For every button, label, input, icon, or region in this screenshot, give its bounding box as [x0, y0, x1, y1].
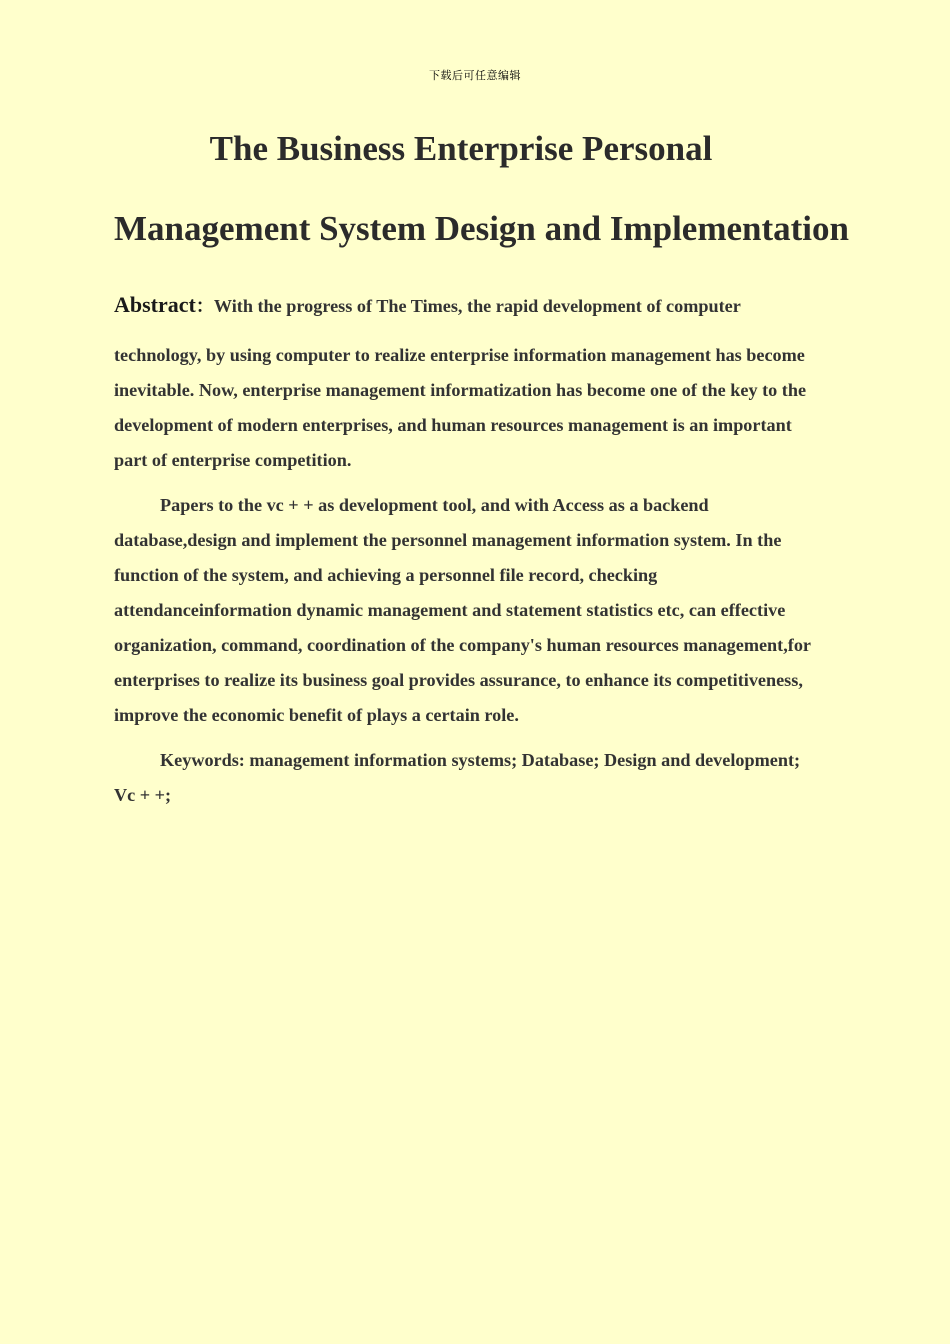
header-note: 下载后可任意编辑: [429, 69, 521, 82]
abstract-line: inevitable. Now, enterprise management informatization has become one of the key to the: [114, 380, 807, 400]
abstract-line: With the progress of The Times, the rapid development of computer: [213, 296, 741, 316]
abstract-label: Abstract: [114, 292, 196, 317]
paragraph-line: database,design and implement the personnel management information system. In the: [114, 530, 782, 550]
abstract-paragraph: [114, 338, 854, 478]
keywords-line: Keywords: management information systems; Database; Design and development;: [160, 750, 801, 770]
keywords-line: Vc + +;: [114, 785, 172, 805]
abstract-first-line: [114, 292, 741, 318]
paragraph-line: Papers to the vc + + as development tool, and with Access as a backend: [160, 495, 709, 515]
paragraph-line: attendanceinformation dynamic management and statement statistics etc, can effective: [114, 600, 786, 620]
abstract-line: development of modern enterprises, and human resources management is an important: [114, 415, 792, 435]
abstract-line: part of enterprise competition.: [114, 450, 352, 470]
paragraph-line: function of the system, and achieving a personnel file record, checking: [114, 565, 658, 585]
abstract-line: technology, by using computer to realize enterprise information management has become: [114, 345, 805, 365]
body-paragraph: [114, 488, 854, 733]
title-line-2: Management System Design and Implementation: [114, 209, 849, 248]
paragraph-line: organization, command, coordination of the company's human resources management,for: [114, 635, 811, 655]
paragraph-line: enterprises to realize its business goal provides assurance, to enhance its competitiveness,: [114, 670, 803, 690]
title-line-1: The Business Enterprise Personal: [209, 129, 713, 168]
paragraph-line: improve the economic benefit of plays a certain role.: [114, 705, 519, 725]
abstract-colon: ：: [195, 296, 214, 317]
keywords-paragraph: [114, 743, 854, 813]
